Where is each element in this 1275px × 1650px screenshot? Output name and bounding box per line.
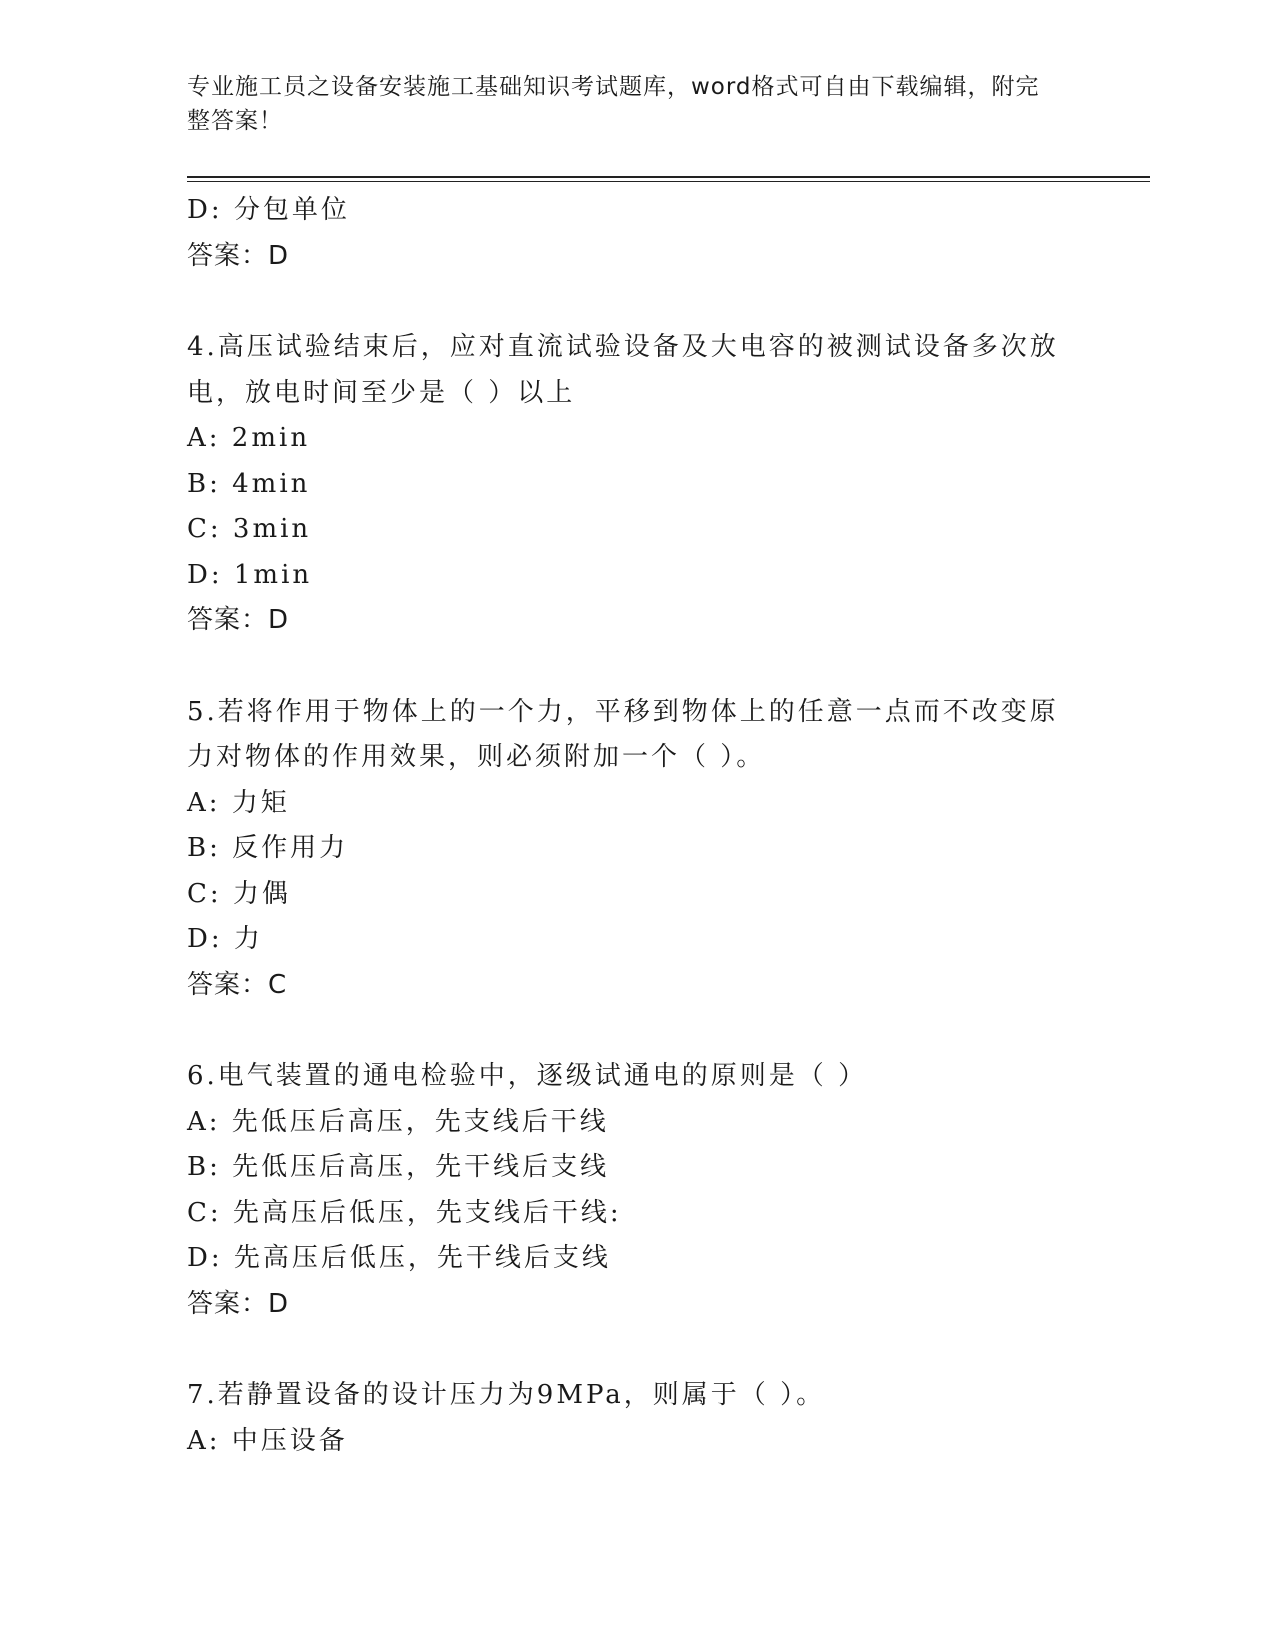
answer-line: 答案：D bbox=[187, 240, 290, 271]
answer-line: 答案：C bbox=[187, 969, 288, 1000]
question-stem: 5.若将作用于物体上的一个力，平移到物体上的任意一点而不改变原 bbox=[187, 696, 1059, 727]
header-rule-thin bbox=[187, 181, 1150, 182]
document-header bbox=[187, 70, 1067, 138]
question-stem-cont: 电，放电时间至少是（ ）以上 bbox=[187, 377, 576, 408]
spacer bbox=[187, 1008, 1087, 1054]
document-body bbox=[187, 188, 1087, 1464]
option-b: B: 反作用力 bbox=[187, 833, 349, 863]
option-d: D: 1min bbox=[187, 559, 313, 590]
header-line-2: 整答案！ bbox=[187, 108, 283, 134]
option-d: D: 先高压后低压，先干线后支线 bbox=[187, 1243, 611, 1273]
header-rule-thick bbox=[187, 176, 1150, 178]
option-a: A: 2min bbox=[187, 423, 311, 453]
question-7 bbox=[187, 1373, 1087, 1464]
option-b: B: 先低压后高压，先干线后支线 bbox=[187, 1152, 610, 1182]
option-c: C: 先高压后低压，先支线后干线: bbox=[187, 1197, 622, 1228]
option-d: D: 分包单位 bbox=[187, 195, 350, 225]
question-stem: 6.电气装置的通电检验中，逐级试通电的原则是（ ） bbox=[187, 1061, 868, 1091]
question-3-tail bbox=[187, 188, 1087, 279]
spacer bbox=[187, 644, 1087, 690]
question-stem-cont: 力对物体的作用效果，则必须附加一个（ ）。 bbox=[187, 742, 766, 772]
header-line-1: 专业施工员之设备安装施工基础知识考试题库，word格式可自由下载编辑，附完 bbox=[187, 74, 1040, 100]
option-a: A: 力矩 bbox=[187, 787, 290, 818]
question-5 bbox=[187, 690, 1087, 1009]
question-stem: 4.高压试验结束后，应对直流试验设备及大电容的被测试设备多次放 bbox=[187, 332, 1059, 362]
question-stem: 7.若静置设备的设计压力为9MPa，则属于（ ）。 bbox=[187, 1380, 826, 1410]
option-c: C: 3min bbox=[187, 514, 312, 544]
answer-line: 答案：D bbox=[187, 605, 290, 635]
option-a: A: 中压设备 bbox=[187, 1425, 348, 1456]
question-4 bbox=[187, 325, 1087, 644]
spacer bbox=[187, 279, 1087, 325]
option-c: C: 力偶 bbox=[187, 878, 291, 909]
question-6 bbox=[187, 1054, 1087, 1327]
spacer bbox=[187, 1327, 1087, 1373]
option-d: D: 力 bbox=[187, 924, 263, 954]
option-b: B: 4min bbox=[187, 468, 311, 499]
option-a: A: 先低压后高压，先支线后干线 bbox=[187, 1106, 609, 1137]
answer-line: 答案：D bbox=[187, 1288, 290, 1319]
